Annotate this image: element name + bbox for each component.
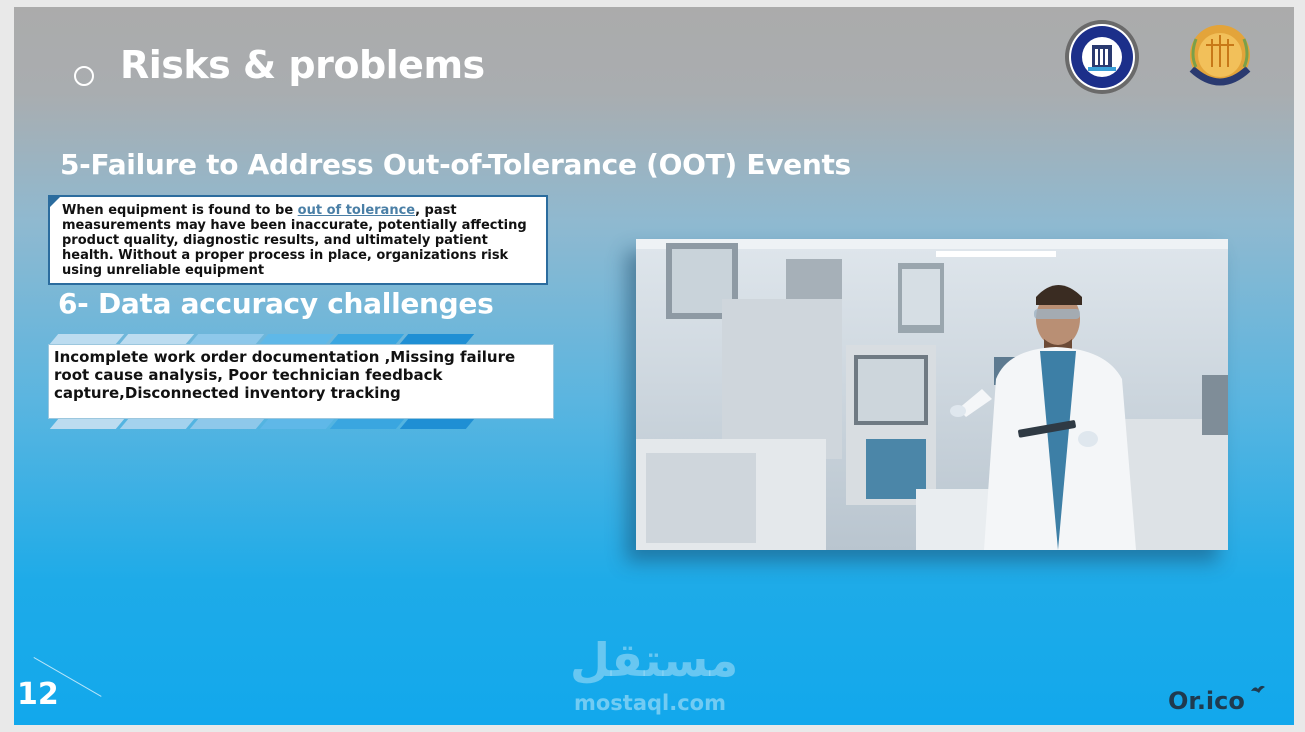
title-bullet-icon xyxy=(74,66,94,86)
bird-icon xyxy=(1250,683,1266,695)
out-of-tolerance-link[interactable]: out of tolerance xyxy=(297,203,416,218)
section-5-heading: 5-Failure to Address Out-of-Tolerance (OOT) Events xyxy=(60,148,851,181)
brand-name: Or.ico xyxy=(1168,687,1245,715)
slide-title: Risks & problems xyxy=(120,43,485,87)
slide xyxy=(14,7,1294,725)
watermark-arabic: مستقل xyxy=(570,633,739,687)
decorative-stripes-top xyxy=(48,334,478,344)
section-5-text-box xyxy=(48,195,548,285)
watermark-latin: mostaql.com xyxy=(574,691,726,715)
section-5-text-end: , past measurements may have been inaccurate, potentially affecting product quality, diagnostic results, and ultimately patient health. Without a proper process in place, organizations risk using unreliable equipment xyxy=(62,203,527,278)
university-seal-logo xyxy=(1182,17,1258,93)
section-5-text-start: When equipment is found to be xyxy=(62,203,298,218)
section-6-heading: 6- Data accuracy challenges xyxy=(58,287,494,320)
page-number: 12 xyxy=(17,677,59,712)
faculty-seal-logo xyxy=(1064,19,1140,95)
lab-technician-photo xyxy=(636,239,1228,550)
section-6-text-box: Incomplete work order documentation ,Missing failure root cause analysis, Poor technician feedback capture,Disconnected inventory tracking xyxy=(48,344,554,419)
decorative-stripes-bottom xyxy=(48,419,478,429)
